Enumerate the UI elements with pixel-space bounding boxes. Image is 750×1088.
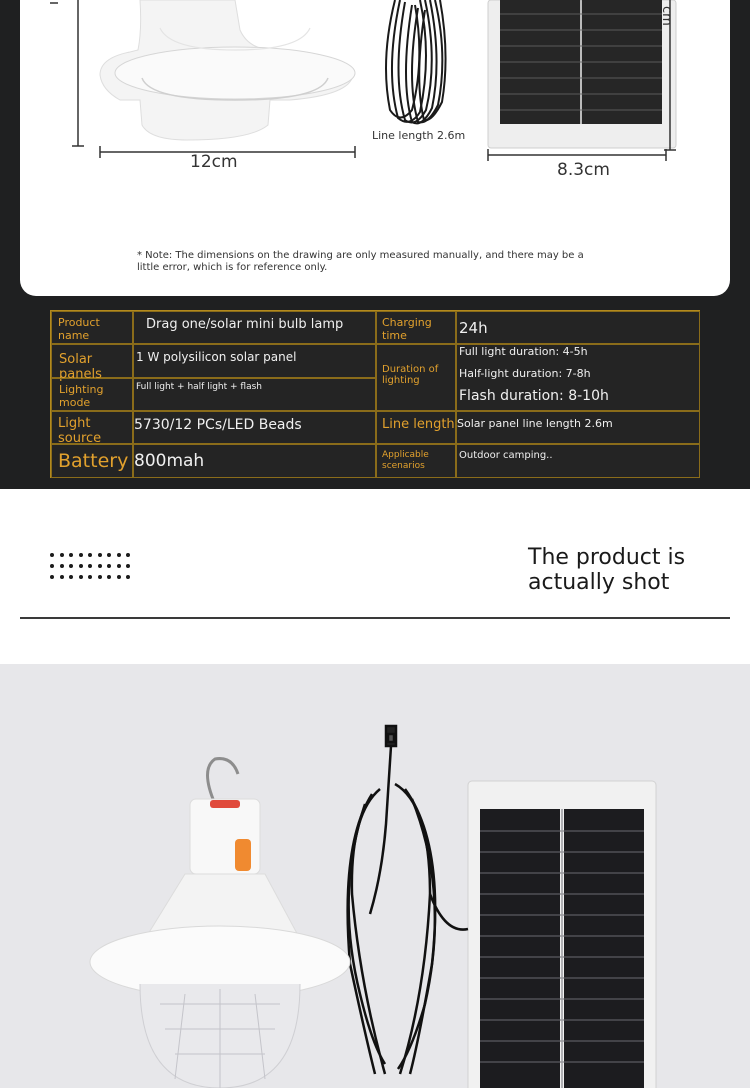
- spec-value-cell: [456, 411, 700, 444]
- duration-half: Half-light duration: 7-8h: [459, 367, 591, 380]
- grid-dot: [60, 553, 64, 557]
- charging-time-value: 24h: [459, 319, 488, 337]
- decorative-dot-grid-icon: [50, 553, 134, 583]
- spec-label-cell: [51, 311, 133, 344]
- solar-panel-drawing: [488, 0, 676, 148]
- grid-dot: [79, 564, 83, 568]
- line-length-value: Solar panel line length 2.6m: [457, 417, 613, 430]
- spec-value-cell: [133, 344, 376, 378]
- lighting-mode-value: Full light + half light + flash: [136, 382, 262, 392]
- spec-label-cell: [51, 344, 133, 382]
- product-photo: [0, 664, 750, 1088]
- grid-dot: [69, 575, 73, 579]
- grid-dot: [98, 575, 102, 579]
- scenarios-label: Applicable scenarios: [382, 450, 429, 471]
- cable-length-label: Line length 2.6m: [372, 129, 466, 142]
- lamp-width-label: 12cm: [190, 152, 238, 172]
- spec-value-cell: [456, 444, 700, 478]
- panel-width-label: 8.3cm: [557, 160, 610, 180]
- grid-dot: [60, 564, 64, 568]
- section-title-line1: The product is: [528, 545, 686, 570]
- product-name-value: Drag one/solar mini bulb lamp: [146, 317, 344, 332]
- spec-value-cell: [133, 311, 376, 344]
- grid-dot: [126, 553, 130, 557]
- spec-value-cell: [456, 344, 700, 411]
- line-length-label: Line length: [382, 417, 455, 432]
- spec-label-cell: [376, 311, 456, 344]
- spec-label-cell: [51, 444, 133, 478]
- grid-dot: [79, 553, 83, 557]
- duration-flash: Flash duration: 8-10h: [459, 388, 609, 404]
- grid-dot: [88, 575, 92, 579]
- grid-dot: [117, 553, 121, 557]
- grid-dot: [117, 564, 121, 568]
- grid-dot: [88, 553, 92, 557]
- grid-dot: [126, 564, 130, 568]
- grid-dot: [50, 564, 54, 568]
- light-source-value: 5730/12 PCs/LED Beads: [134, 417, 302, 433]
- scenarios-value: Outdoor camping..: [459, 450, 553, 461]
- grid-dot: [98, 564, 102, 568]
- dimension-card: [20, 0, 730, 296]
- grid-dot: [107, 553, 111, 557]
- measurement-note: * Note: The dimensions on the drawing are only measured manually, and there may be a little error, which is for reference only.: [137, 250, 584, 273]
- light-source-label: Light source: [58, 416, 102, 446]
- spec-value-cell: [456, 311, 700, 344]
- spec-label-cell: [51, 411, 133, 444]
- grid-dot: [107, 575, 111, 579]
- grid-dot: [98, 553, 102, 557]
- solar-panel-photo-icon: [468, 781, 656, 1088]
- spec-label-cell: [376, 411, 456, 444]
- spec-label-cell: [376, 344, 456, 411]
- grid-dot: [117, 575, 121, 579]
- grid-dot: [126, 575, 130, 579]
- grid-dot: [69, 553, 73, 557]
- lighting-mode-label: Lighting mode: [59, 383, 104, 409]
- grid-dot: [88, 564, 92, 568]
- spec-value-cell: [133, 444, 376, 478]
- section-divider: [20, 617, 730, 619]
- spec-value-cell: [133, 378, 376, 411]
- duration-full: Full light duration: 4-5h: [459, 345, 588, 358]
- panel-height-label: cm: [659, 6, 674, 26]
- solar-panels-label: Solar panels: [59, 352, 102, 382]
- grid-dot: [50, 553, 54, 557]
- duration-label: Duration of lighting: [382, 364, 439, 386]
- spec-label-cell: [51, 378, 133, 411]
- lamp-photo-icon: [90, 759, 350, 1088]
- grid-dot: [69, 564, 73, 568]
- bulb-lamp-drawing: [100, 0, 355, 140]
- grid-dot: [60, 575, 64, 579]
- battery-label: Battery: [58, 450, 129, 472]
- spec-label-cell: [376, 444, 456, 478]
- solar-panels-value: 1 W polysilicon solar panel: [136, 350, 297, 364]
- charging-time-label: Charging time: [382, 316, 432, 342]
- section-title: [528, 545, 685, 595]
- grid-dot: [107, 564, 111, 568]
- spec-table: [50, 310, 700, 478]
- section-title-line2: actually shot: [528, 570, 670, 595]
- product-name-label: Product name: [58, 316, 100, 342]
- grid-dot: [50, 575, 54, 579]
- spec-value-cell: [133, 411, 376, 444]
- cable-photo-icon: [348, 726, 468, 1074]
- product-photo-drawing: [0, 664, 750, 1088]
- grid-dot: [79, 575, 83, 579]
- battery-value: 800mah: [134, 451, 205, 471]
